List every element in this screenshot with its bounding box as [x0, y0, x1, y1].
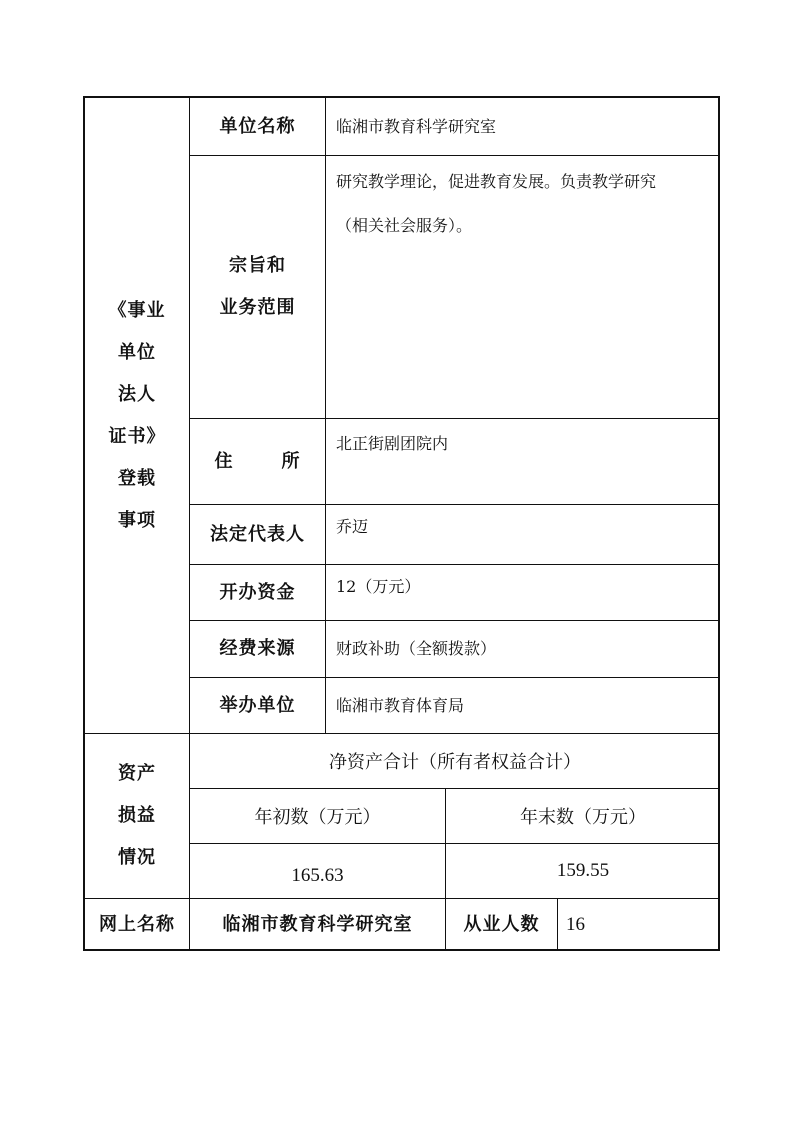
address-label-char: 所 — [281, 450, 301, 472]
purpose-line: （相关社会服务）。 — [336, 216, 473, 235]
purpose-label — [190, 156, 326, 419]
unit-name-label: 单位名称 — [190, 98, 326, 156]
section-title-line: 事项 — [118, 509, 156, 531]
funding-label: 经费来源 — [190, 621, 326, 678]
online-name-label: 网上名称 — [85, 899, 190, 951]
begin-label: 年初数（万元） — [190, 789, 446, 844]
staff-label: 从业人数 — [446, 899, 558, 951]
sponsor-value: 临湘市教育体育局 — [326, 678, 720, 734]
funding-value: 财政补助（全额拨款） — [326, 621, 720, 678]
unit-name-value: 临湘市教育科学研究室 — [326, 98, 720, 156]
section-title-line: 《事业 — [108, 299, 166, 321]
registration-table — [83, 96, 720, 951]
staff-value: 16 — [566, 914, 585, 935]
capital-value: 12（万元） — [326, 565, 720, 621]
purpose-line: 研究教学理论，促进教育发展。负责教学研究 — [336, 172, 657, 191]
begin-value: 165.63 — [190, 844, 446, 899]
purpose-label-line: 宗旨和 — [229, 255, 286, 276]
legal-rep-label: 法定代表人 — [190, 505, 326, 565]
registration-section-title — [85, 98, 190, 734]
sponsor-label: 举办单位 — [190, 678, 326, 734]
purpose-value — [326, 156, 720, 419]
address-value: 北正街剧团院内 — [326, 419, 720, 505]
assets-title-line: 损益 — [118, 805, 156, 826]
legal-rep-value: 乔迈 — [326, 505, 720, 565]
assets-title-line: 资产 — [118, 763, 156, 784]
section-title-line: 证书》 — [108, 425, 166, 447]
address-label-char: 住 — [214, 450, 234, 472]
purpose-label-line: 业务范围 — [219, 297, 296, 318]
online-name-value: 临湘市教育科学研究室 — [190, 899, 446, 951]
assets-section-title — [85, 734, 190, 899]
assets-title-line: 情况 — [118, 847, 156, 868]
section-title-line: 登载 — [118, 467, 156, 489]
address-label — [190, 419, 326, 505]
end-value: 159.55 — [446, 844, 720, 899]
end-label: 年末数（万元） — [446, 789, 720, 844]
net-assets-header: 净资产合计（所有者权益合计） — [190, 734, 720, 789]
section-title-line: 法人 — [118, 383, 156, 405]
capital-label: 开办资金 — [190, 565, 326, 621]
section-title-line: 单位 — [118, 341, 156, 363]
